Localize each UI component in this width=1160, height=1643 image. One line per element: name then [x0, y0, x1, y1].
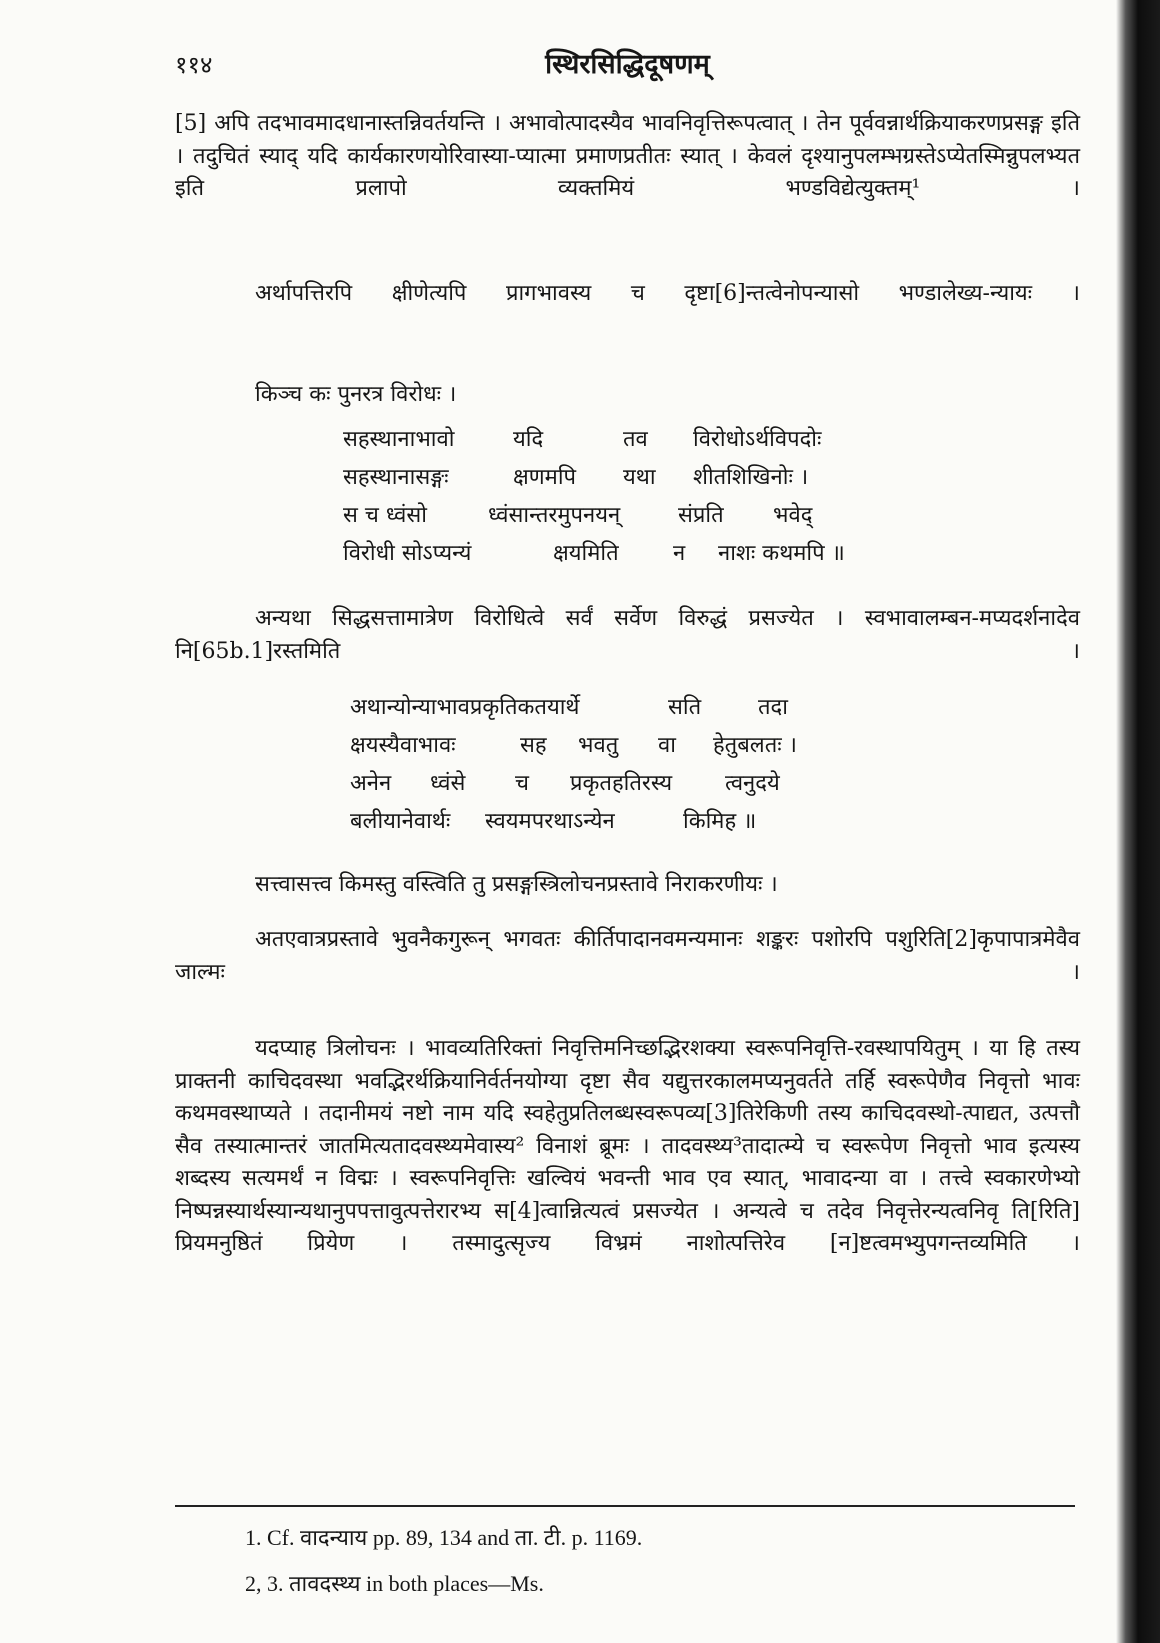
page-title: स्थिरसिद्धिदूषणम् — [545, 49, 710, 80]
verse-intro — [255, 376, 456, 414]
verse-1 — [343, 421, 845, 573]
verse-2-line — [350, 727, 797, 765]
footnote-rule — [175, 1505, 1075, 1507]
verse-word: विरोधी सोऽप्यन्यं — [343, 541, 472, 566]
verse-word: क्षयमिति — [553, 541, 619, 566]
verse-word: यदि — [513, 427, 544, 452]
paragraph-1 — [175, 108, 1080, 206]
footnote-1: 1. Cf. वादन्याय pp. 89, 134 and ता. टी. p. 1169. — [245, 1525, 643, 1550]
verse-word: स च ध्वंसो — [343, 503, 427, 528]
verse-word: बलीयानेवार्थः — [350, 809, 451, 834]
verse-word: वा — [658, 733, 676, 758]
running-header — [175, 40, 1080, 80]
verse-word: सहस्थानासङ्गः — [343, 465, 449, 490]
verse-word: हेतुबलतः । — [713, 733, 798, 758]
paragraph-6-text: अतएवात्रप्रस्तावे भुवनैकगुरून् भगवतः कीर्तिपादानवमन्यमानः शङ्करः पशोरपि पशुरिति[2]कृपापात्रमेवैव जाल्मः । — [175, 927, 1080, 985]
verse-word: नाशः कथमपि ॥ — [718, 541, 845, 566]
paragraph-4 — [175, 603, 1080, 668]
verse-word: तदा — [758, 695, 788, 720]
verse-word: प्रकृतहतिरस्य — [570, 771, 673, 796]
verse-word: तव — [623, 427, 648, 452]
scan-edge — [1116, 0, 1160, 1643]
paragraph-2-text: अर्थापत्तिरपि क्षीणेत्यपि प्रागभावस्य च दृष्टा[6]न्तत्वेनोपन्यासो भण्डालेख्य-न्यायः । — [255, 281, 1080, 306]
paragraph-2 — [175, 278, 1080, 311]
footnote-2: 2, 3. तावदस्थ्य in both places—Ms. — [245, 1571, 544, 1596]
verse-word: ध्वंसे — [430, 771, 466, 796]
verse-word: शीतशिखिनोः । — [693, 465, 809, 490]
verse-word: अथान्योन्याभावप्रकृतिकतयार्थे — [350, 695, 580, 720]
verse-1-line — [343, 459, 845, 497]
paragraph-5-text: सत्त्वासत्त्व किमस्तु वस्त्विति तु प्रसङ्गस्त्रिलोचनप्रस्तावे निराकरणीयः । — [255, 872, 778, 897]
verse-1-line — [343, 421, 845, 459]
verse-word: क्षयस्यैवाभावः — [350, 733, 456, 758]
verse-word: सहस्थानाभावो — [343, 427, 455, 452]
paragraph-7 — [175, 1033, 1080, 1261]
verse-word: स्वयमपरथाऽन्येन — [485, 809, 615, 834]
verse-1-line — [343, 535, 845, 573]
verse-word: यथा — [623, 465, 656, 490]
verse-word: क्षणमपि — [513, 465, 577, 490]
verse-2-line — [350, 803, 797, 841]
verse-word: भवतु — [578, 733, 619, 758]
verse-intro-text: किञ्च कः पुनरत्र विरोधः । — [255, 382, 457, 407]
verse-word: त्वनुदये — [725, 771, 780, 796]
verse-1-line — [343, 497, 845, 535]
paragraph-1-text: [5] अपि तदभावमादधानास्तन्निवर्तयन्ति । अभावोत्पादस्यैव भावनिवृत्तिरूपत्वात् । तेन पूर्ववन्नार्थक्रियाकरणप्रसङ्ग इति । तदुचितं स्याद् यदि कार्यकारणयोरिवास्या-प्यात्मा प्रमाणप्रतीतः स्यात् । केवलं दृश्यानुपलम्भग्रस्तेऽप्येतस्मिन्नुपलभ्यत इति प्रलापो व्यक्तमियं भण्डविद्येत्युक्तम्¹ । — [175, 111, 1080, 201]
verse-2-line — [350, 689, 797, 727]
verse-word: सह — [520, 733, 547, 758]
verse-word: संप्रति — [678, 503, 724, 528]
paragraph-5 — [175, 869, 1080, 902]
verse-word: अनेन — [350, 771, 392, 796]
verse-2 — [350, 689, 797, 841]
verse-word: सति — [668, 695, 702, 720]
paragraph-6 — [175, 924, 1080, 989]
verse-word: ध्वंसान्तरमुपनयन् — [488, 503, 621, 528]
verse-2-line — [350, 765, 797, 803]
page-number: ११४ — [175, 51, 213, 79]
verse-word: च — [515, 771, 529, 796]
verse-word: न — [673, 541, 686, 566]
paragraph-7-text: यदप्याह त्रिलोचनः । भावव्यतिरिक्तां निवृत्तिमनिच्छद्भिरशक्या स्वरूपनिवृत्ति-रवस्थापयितुम् । या हि तस्य प्राक्तनी काचिदवस्था भवद्भिरर्थक्रियानिर्वर्तनयोग्या दृष्टा सैव यद्युत्तरकालमप्यनुवर्तते तर्हि स्वरूपेणैव निवृत्तो भावः कथमवस्थाप्यते । तदानीमयं नष्टो नाम यदि स्वहेतुप्रतिलब्धस्वरूपव्य[3]तिरेकिणी तस्य काचिदवस्थो-त्पाद्यत, उत्पत्तौ सैव तस्यात्मान्तरं जातमित्यतादवस्थ्यमेवास्य² विनाशं ब्रूमः । तादवस्थ्य³तादात्म्ये च स्वरूपेण निवृत्तो भाव इत्यस्य शब्दस्य सत्यमर्थं न विद्मः । स्वरूपनिवृत्तिः खल्वियं भवन्ती भाव एव स्यात्, भावादन्या वा । तत्त्वे स्वकारणेभ्यो निष्पन्नस्यार्थस्यान्यथानुपपत्तावुत्पत्तेरारभ्य स[4]त्वान्नित्यत्वं प्रसज्येत । अन्यत्वे च तदेव निवृत्तेरन्यत्वनिवृ ति[रिति] प्रियमनुष्ठितं प्रियेण । तस्मादुत्सृज्य विभ्रमं नाशोत्पत्तिरेव [न]ष्टत्वमभ्युपगन्तव्यमिति । — [175, 1036, 1080, 1256]
verse-word: भवेद् — [773, 503, 813, 528]
paragraph-4-text: अन्यथा सिद्धसत्तामात्रेण विरोधित्वे सर्वं सर्वेण विरुद्धं प्रसज्येत । स्वभावालम्बन-मप्यदर्शनादेव नि[65b.1]रस्तमिति । — [175, 606, 1080, 664]
verse-word: किमिह ॥ — [683, 809, 757, 834]
verse-word: विरोधोऽर्थविपदोः — [693, 427, 822, 452]
